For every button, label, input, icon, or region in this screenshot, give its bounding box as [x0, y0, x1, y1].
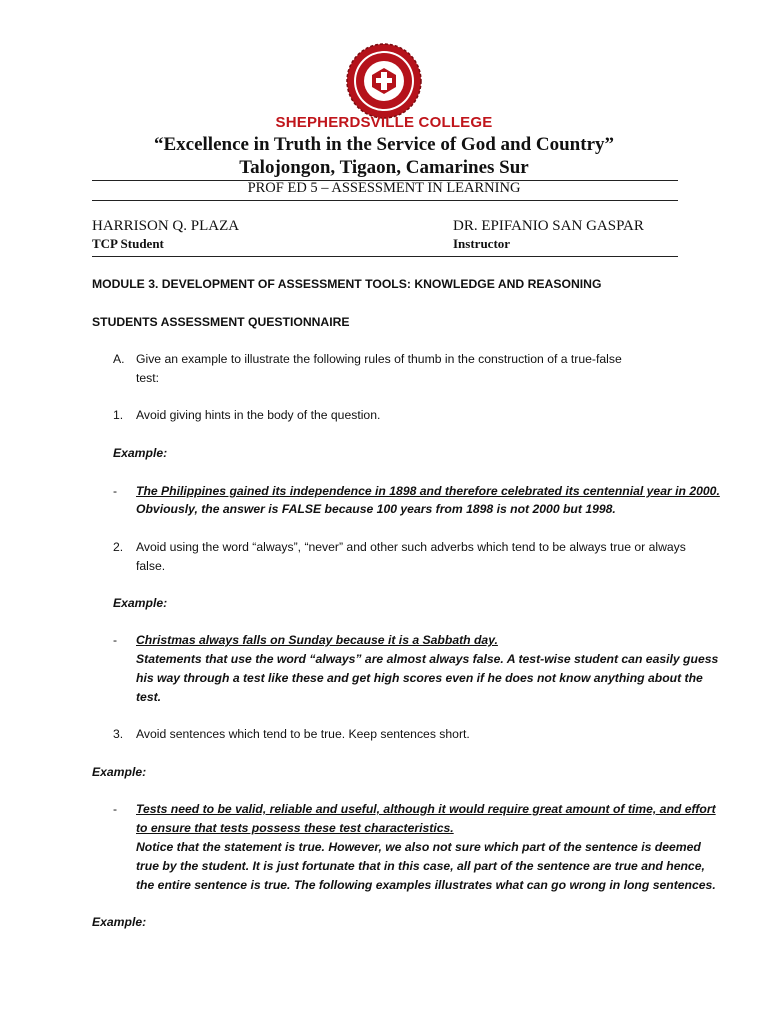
- college-name: SHEPHERDSVILLE COLLEGE: [275, 114, 493, 131]
- rule-1-marker: 1.: [113, 408, 124, 422]
- rule-3-example-text-line-2: to ensure that tests possess these test characteristics.: [136, 821, 454, 835]
- rule-1-example-text: The Philippines gained its independence in 1898 and therefore celebrated its centennial year in 2000.: [136, 484, 720, 498]
- rule-2-text-line-1: Avoid using the word “always”, “never” and other such adverbs which tend to be always true or always: [136, 540, 686, 554]
- rule-2-text-line-2: false.: [136, 559, 166, 573]
- rule-3-explanation-line-1: Notice that the statement is true. However, we also not sure which part of the sentence is deemed: [136, 840, 701, 854]
- course-title: PROF ED 5 – ASSESSMENT IN LEARNING: [247, 180, 521, 196]
- section-title: STUDENTS ASSESSMENT QUESTIONNAIRE: [92, 315, 350, 329]
- part-a-line-1: Give an example to illustrate the following rules of thumb in the construction of a true-false: [136, 352, 622, 366]
- rule-3-explanation-line-3: the entire sentence is true. The following examples illustrates what can go wrong in long sentences.: [136, 878, 716, 892]
- instructor-role: Instructor: [453, 236, 511, 251]
- module-title: MODULE 3. DEVELOPMENT OF ASSESSMENT TOOLS: KNOWLEDGE AND REASONING: [92, 277, 602, 291]
- rule-2-explanation-line-3: test.: [136, 690, 162, 704]
- rule-3-explanation-line-2: true by the student. It is just fortunate that in this case, all part of the sentence are true and hence,: [136, 859, 705, 873]
- college-motto: “Excellence in Truth in the Service of God and Country”: [153, 134, 615, 155]
- student-name: HARRISON Q. PLAZA: [92, 218, 240, 234]
- rule-3-example-label: Example:: [92, 765, 147, 779]
- rule-3-example-text-line-1: Tests need to be valid, reliable and useful, although it would require great amount of time, and effort: [136, 802, 716, 816]
- rule-1-explanation-line-1: Obviously, the answer is FALSE because 100 years from 1898 is not 2000 but 1998.: [136, 502, 616, 516]
- header-divider-bottom: [92, 200, 678, 201]
- rule-1-text: Avoid giving hints in the body of the question.: [136, 408, 381, 422]
- rule-3-text: Avoid sentences which tend to be true. Keep sentences short.: [136, 727, 470, 741]
- part-a-line-2: test:: [136, 371, 160, 385]
- college-address: Talojongon, Tigaon, Camarines Sur: [239, 157, 529, 178]
- college-seal-logo: [345, 42, 423, 120]
- rule-2-example-label: Example:: [113, 596, 168, 610]
- rule-3-marker: 3.: [113, 727, 124, 741]
- rule-2-example-text: Christmas always falls on Sunday because it is a Sabbath day.: [136, 633, 498, 647]
- rule-2-dash: -: [113, 633, 118, 647]
- rule-2-explanation-line-2: his way through a test like these and get high scores even if he does not know anything about the: [136, 671, 703, 685]
- rule-2-marker: 2.: [113, 540, 124, 554]
- rule-1-dash: -: [113, 484, 118, 498]
- student-role: TCP Student: [92, 236, 164, 251]
- part-a-marker: A.: [113, 352, 125, 366]
- rule-2-explanation-line-1: Statements that use the word “always” are almost always false. A test-wise student can easily guess: [136, 652, 719, 666]
- trailing-example-label: Example:: [92, 915, 147, 929]
- rule-3-dash: -: [113, 802, 118, 816]
- names-divider: [92, 256, 678, 257]
- instructor-name: DR. EPIFANIO SAN GASPAR: [453, 218, 644, 234]
- rule-1-example-label: Example:: [113, 446, 168, 460]
